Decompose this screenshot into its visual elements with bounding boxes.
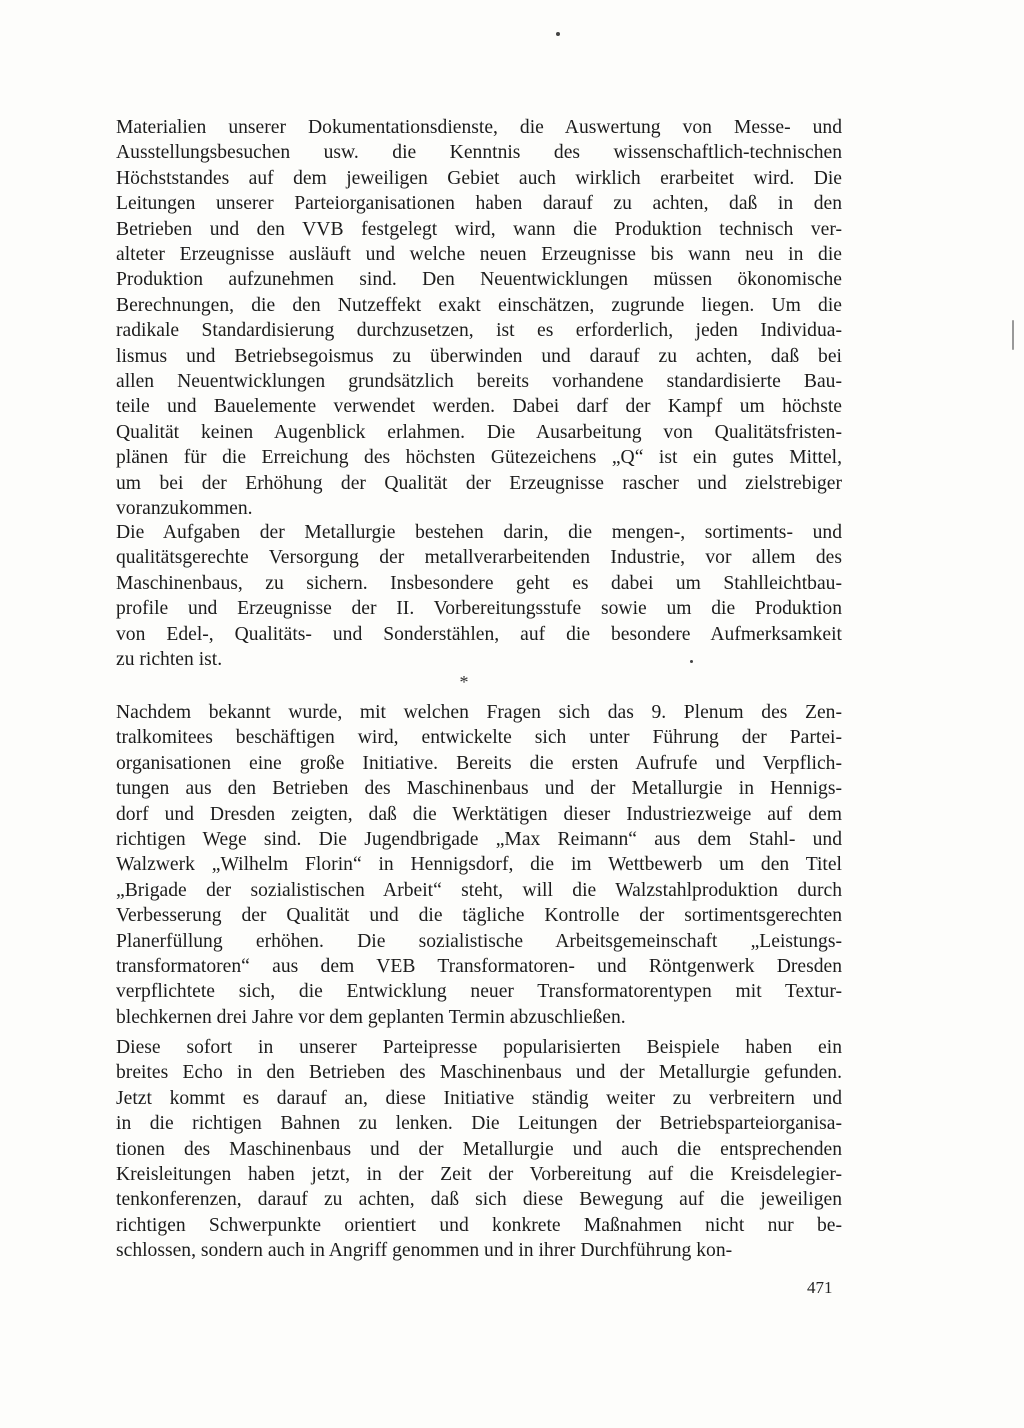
text-line: profile und Erzeugnisse der II. Vorbereitungsstufe sowie um die Produktion	[116, 598, 842, 620]
text-line: verpflichtete sich, die Entwicklung neuer Transformatorentypen mit Textur-	[116, 981, 842, 1003]
text-line: zu richten ist.	[116, 649, 223, 671]
text-line: teile und Bauelemente verwendet werden. Dabei darf der Kampf um höchste	[116, 396, 842, 418]
paragraph-2	[116, 520, 842, 672]
text-line: Betrieben und den VVB festgelegt wird, wann die Produktion technisch ver-	[116, 218, 842, 240]
text-line: tenkonferenzen, darauf zu achten, daß sich diese Bewegung auf die jeweiligen	[116, 1189, 842, 1211]
text-line: Nachdem bekannt wurde, mit welchen Fragen sich das 9. Plenum des Zen-	[116, 702, 842, 723]
text-line: dorf und Dresden zeigten, daß die Werktätigen dieser Industriezweige auf dem	[116, 803, 842, 825]
paragraph-4	[116, 1035, 842, 1264]
text-line: Diese sofort in unserer Parteipresse popularisierten Beispiele haben ein	[116, 1037, 842, 1058]
text-line: schlossen, sondern auch in Angriff genommen und in ihrer Durchführung kon-	[116, 1240, 733, 1262]
text-line: Höchststandes auf dem jeweiligen Gebiet auch wirklich erarbeitet wird. Die	[116, 167, 842, 189]
paragraph-1	[116, 115, 842, 522]
text-line: voranzukommen.	[116, 498, 253, 520]
text-line: tungen aus den Betrieben des Maschinenbaus und der Metallurgie in Hennigs-	[116, 778, 842, 800]
text-line: qualitätsgerechte Versorgung der metallverarbeitenden Industrie, vor allem des	[116, 547, 842, 569]
text-line: um bei der Erhöhung der Qualität der Erzeugnisse rascher und zielstrebiger	[116, 472, 842, 494]
text-line: in die richtigen Bahnen zu lenken. Die Leitungen der Betriebsparteiorganisa-	[116, 1113, 842, 1135]
text-line: lismus und Betriebsegoismus zu überwinden und darauf zu achten, daß bei	[116, 345, 842, 367]
text-line: Ausstellungsbesuchen usw. die Kenntnis des wissenschaftlich-technischen	[116, 142, 842, 164]
text-line: organisationen eine große Initiative. Bereits die ersten Aufrufe und Verpflich-	[116, 752, 842, 774]
text-line: richtigen Wege sind. Die Jugendbrigade „Max Reimann“ aus dem Stahl- und	[116, 829, 842, 851]
text-line: transformatoren“ aus dem VEB Transformatoren- und Röntgenwerk Dresden	[116, 956, 842, 978]
text-line: von Edel-, Qualitäts- und Sonderstählen, auf die besondere Aufmerksamkeit	[116, 623, 842, 645]
text-line: „Brigade der sozialistischen Arbeit“ steht, will die Walzstahlproduktion durch	[116, 879, 842, 901]
text-line: tionen des Maschinenbaus und der Metallurgie und auch die entsprechenden	[116, 1138, 842, 1160]
text-line: Die Aufgaben der Metallurgie bestehen darin, die mengen-, sortiments- und	[116, 522, 842, 543]
text-line: allen Neuentwicklungen grundsätzlich bereits vorhandene standardisierte Bau-	[116, 371, 842, 393]
text-line: Materialien unserer Dokumentationsdienste, die Auswertung von Messe- und	[116, 117, 842, 138]
text-line: radikale Standardisierung durchzusetzen, ist es erforderlich, jeden Individua-	[116, 320, 842, 342]
text-line: blechkernen drei Jahre vor dem geplanten Termin abzuschließen.	[116, 1006, 626, 1028]
text-line: richtigen Schwerpunkte orientiert und konkrete Maßnahmen nicht nur be-	[116, 1214, 842, 1236]
text-line: Leitungen unserer Parteiorganisationen haben darauf zu achten, daß in den	[116, 193, 842, 215]
section-separator: *	[459, 672, 469, 692]
text-line: Berechnungen, die den Nutzeffekt exakt einschätzen, zugrunde liegen. Um die	[116, 294, 842, 316]
print-speck	[556, 32, 560, 36]
text-line: alteter Erzeugnisse ausläuft und welche neuen Erzeugnisse bis wann neu in die	[116, 244, 842, 266]
text-line: Verbesserung der Qualität und die tägliche Kontrolle der sortimentsgerechten	[116, 905, 842, 927]
text-line: Kreisleitungen haben jetzt, in der Zeit der Vorbereitung auf die Kreisdelegier-	[116, 1164, 842, 1186]
text-line: plänen für die Erreichung des höchsten Gütezeichens „Q“ ist ein gutes Mittel,	[116, 447, 842, 469]
print-speck	[1012, 320, 1014, 350]
text-line: breites Echo in den Betrieben des Maschinenbaus und der Metallurgie gefunden.	[116, 1062, 842, 1084]
text-line: tralkomitees beschäftigen wird, entwickelte sich unter Führung der Partei-	[116, 727, 842, 749]
print-speck	[690, 660, 693, 663]
text-line: Maschinenbaus, zu sichern. Insbesondere geht es dabei um Stahlleichtbau-	[116, 572, 842, 594]
text-line: Walzwerk „Wilhelm Florin“ in Hennigsdorf, die im Wettbewerb um den Titel	[116, 854, 842, 876]
page-number: 471	[807, 1278, 833, 1297]
text-line: Qualität keinen Augenblick erlahmen. Die Ausarbeitung von Qualitätsfristen-	[116, 421, 842, 443]
text-line: Jetzt kommt es darauf an, diese Initiative ständig weiter zu verbreitern und	[116, 1087, 842, 1109]
paragraph-3	[116, 700, 842, 1030]
text-line: Planerfüllung erhöhen. Die sozialistische Arbeitsgemeinschaft „Leistungs-	[116, 930, 842, 952]
text-line: Produktion aufzunehmen sind. Den Neuentwicklungen müssen ökonomische	[116, 269, 842, 291]
